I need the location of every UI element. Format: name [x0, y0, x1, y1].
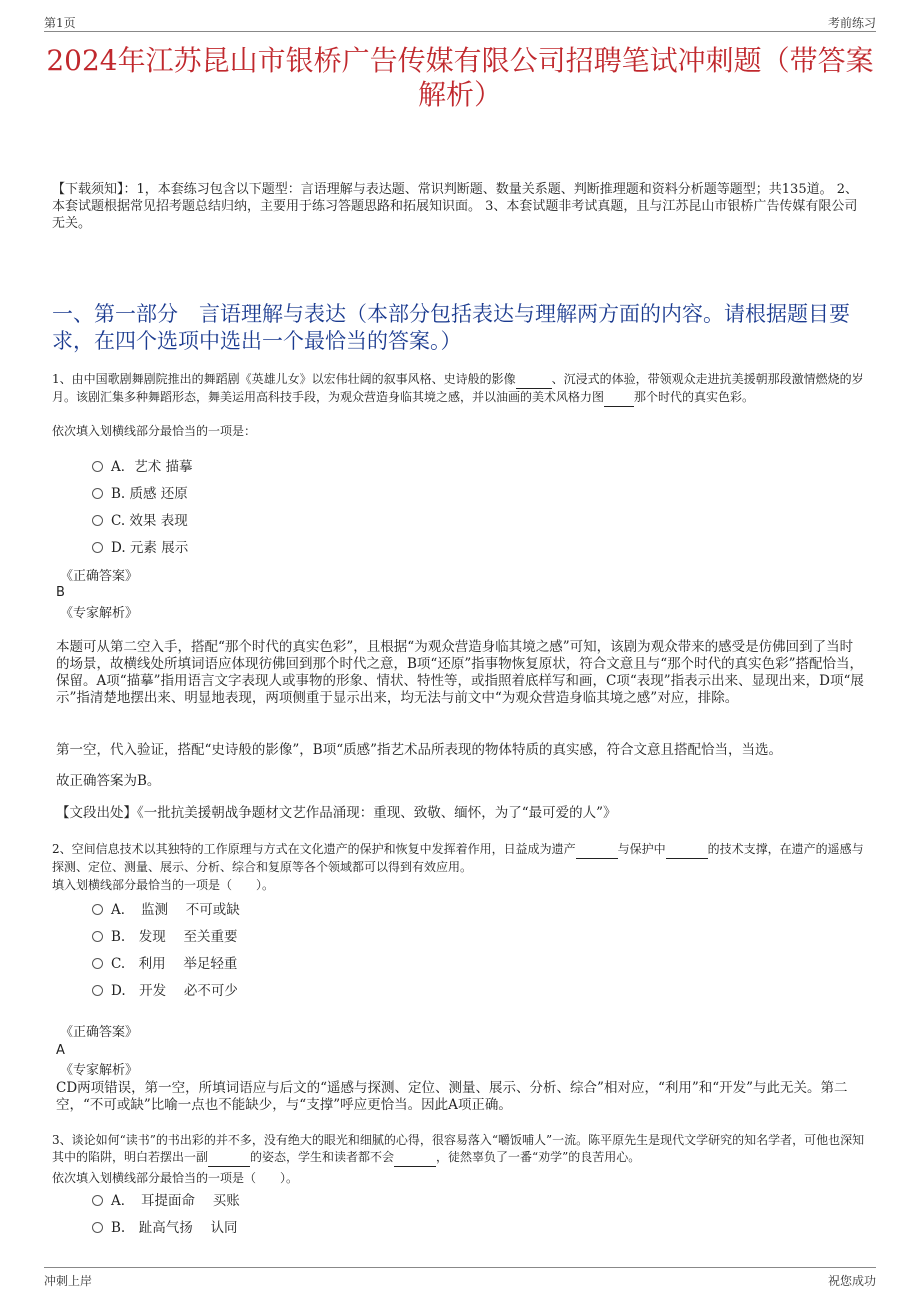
analysis-paragraph: 本题可从第二空入手，搭配“那个时代的真实色彩”，且根据“为观众营造身临其境之感”可知，该剧为观众带来的感受是仿佛回到了当时的场景，故横线处所填词语应体现彷佛回到那个时代之意，B项“还原”指事物恢复原状，符合文意且与“那个时代的真实色彩”搭配恰当，保留。A项“描摹”指用语言文字表现人或事物的形象、情状、特性等，或指照着底样写和画，C项“表现”指表示出来、显现出来，D项“展示”指清楚地摆出来、明显地表现，两项侧重于显示出来，均无法与前文中“为观众营造身临其境之感”对应，排除。 [56, 639, 864, 706]
radio-icon[interactable] [92, 985, 103, 996]
option-a[interactable]: A． 监测 不可或缺 [92, 900, 240, 920]
option-b[interactable]: B. 发现 至关重要 [92, 927, 238, 947]
answer-label: 《正确答案》 [60, 569, 139, 584]
footer-divider [44, 1267, 876, 1268]
radio-icon[interactable] [92, 958, 103, 969]
option-c[interactable]: C. 效果 表现 [92, 511, 188, 531]
option-a[interactable]: A．艺术 描摹 [92, 457, 193, 477]
option-b[interactable]: B. 质感 还原 [92, 484, 188, 504]
option-c[interactable]: C. 利用 举足轻重 [92, 954, 237, 974]
radio-icon[interactable] [92, 542, 103, 553]
option-a[interactable]: A． 耳提面命 买账 [92, 1191, 240, 1211]
blank-line [208, 1149, 250, 1167]
radio-icon[interactable] [92, 931, 103, 942]
answer-value: A [56, 1043, 65, 1058]
answer-value: B [56, 585, 65, 600]
download-notice: 【下载须知】：1，本套练习包含以下题型：言语理解与表达题、常识判断题、数量关系题、判断推理题和资料分析题等题型；共135道。 2、本套试题根据常见招考题总结归纳，主要用于练习答题思路和拓展知识面。 3、本套试题非考试真题，且与江苏昆山市银桥广告传媒有限公司无关。 [52, 182, 858, 231]
analysis-paragraph: 故正确答案为B。 [56, 773, 161, 789]
answer-label: 《正确答案》 [60, 1025, 139, 1040]
footer-right: 祝您成功 [827, 1274, 876, 1288]
radio-icon[interactable] [92, 515, 103, 526]
option-d[interactable]: D. 元素 展示 [92, 538, 188, 558]
radio-icon[interactable] [92, 1222, 103, 1233]
header-tag: 考前练习 [827, 16, 876, 30]
page-number: 第1页 [44, 16, 76, 30]
analysis-paragraph: 第一空，代入验证，搭配“史诗般的影像”，B项“质感”指艺术品所表现的物体特质的真实感，符合文意且搭配恰当，当选。 [56, 742, 783, 758]
radio-icon[interactable] [92, 488, 103, 499]
source-note: 【文段出处】《一批抗美援朝战争题材文艺作品涌现：重现、致敬、缅怀，为了“最可爱的人”》 [56, 805, 617, 821]
blank-line [516, 371, 552, 389]
blank-line [576, 841, 618, 859]
document-title: 2024年江苏昆山市银桥广告传媒有限公司招聘笔试冲刺题（带答案解析） [46, 44, 874, 111]
blank-line [604, 389, 634, 407]
radio-icon[interactable] [92, 461, 103, 472]
analysis-label: 《专家解析》 [60, 1063, 139, 1078]
analysis-paragraph: CD两项错误，第一空，所填词语应与后文的“遥感与探测、定位、测量、展示、分析、综合”相对应，“利用”和“开发”与此无关。第二空，“不可或缺”比喻一点也不能缺少，与“支撑”呼应更恰当。因此A项正确。 [56, 1080, 848, 1113]
question-2-prompt: 填入划横线部分最恰当的一项是（ ）。 [52, 878, 275, 892]
question-1-prompt: 依次填入划横线部分最恰当的一项是： [52, 424, 257, 438]
analysis-label: 《专家解析》 [60, 606, 139, 621]
question-3-prompt: 依次填入划横线部分最恰当的一项是（ ）。 [52, 1171, 299, 1185]
header-divider [44, 31, 876, 32]
option-d[interactable]: D. 开发 必不可少 [92, 981, 238, 1001]
section-heading: 一、第一部分 言语理解与表达（本部分包括表达与理解两方面的内容。请根据题目要求，在四个选项中选出一个最恰当的答案。） [52, 302, 850, 353]
question-2-stem: 2、空间信息技术以其独特的工作原理与方式在文化遗产的保护和恢复中发挥着作用，日益成为遗产 与保护中 的技术支撑，在遗产的遥感与探测、定位、测量、展示、分析、综合和复原等各个领域都可以得到有效应用。 [52, 842, 864, 874]
question-3-stem: 3、谈论如何“读书”的书出彩的并不多，没有绝大的眼光和细腻的心得，很容易落入“嚼饭哺人”一流。陈平原先生是现代文学研究的知名学者，可他也深知其中的陷阱，明白若摆出一副 的姿态，学生和读者都不会 ，徒然辜负了一番“劝学”的良苦用心。 [52, 1132, 870, 1167]
blank-line [666, 841, 708, 859]
page-header [44, 12, 876, 32]
option-b[interactable]: B. 趾高气扬 认同 [92, 1218, 238, 1238]
question-1-stem: 1、由中国歌剧舞剧院推出的舞蹈剧《英雄儿女》以宏伟壮阔的叙事风格、史诗般的影像 、沉浸式的体验，带领观众走进抗美援朝那段激情燃烧的岁月。该剧汇集多种舞蹈形态，舞美运用高科技手段，为观众营造身临其境之感，并以油画的美术风格力图 那个时代的真实色彩。 [52, 371, 870, 407]
radio-icon[interactable] [92, 904, 103, 915]
radio-icon[interactable] [92, 1195, 103, 1206]
footer-left: 冲刺上岸 [44, 1274, 93, 1288]
blank-line [394, 1149, 436, 1167]
